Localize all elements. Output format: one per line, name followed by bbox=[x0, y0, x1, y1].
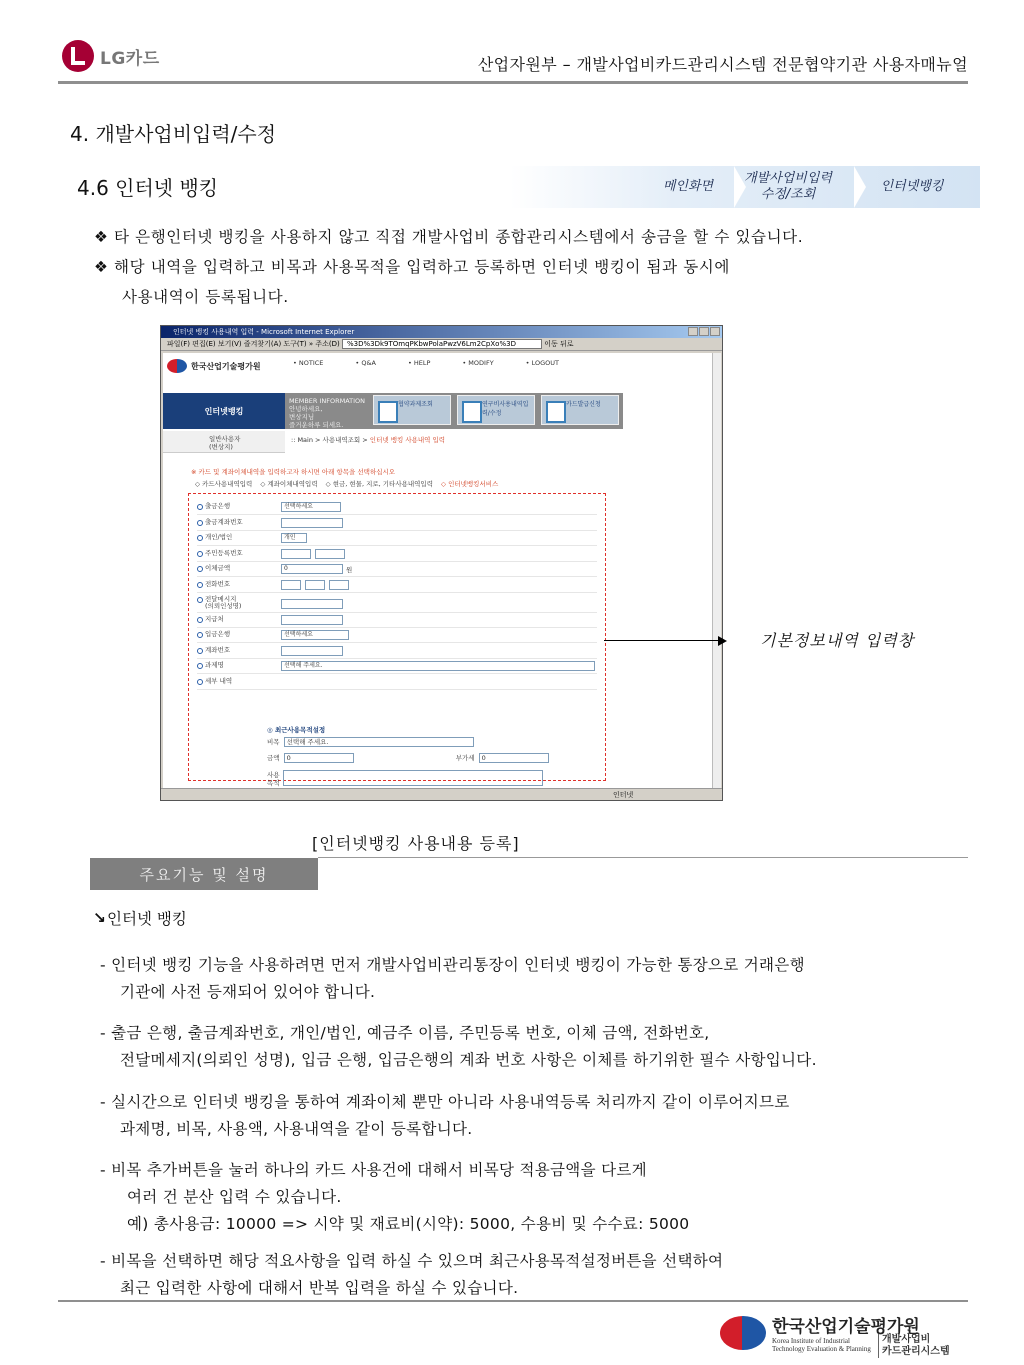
minimize-icon bbox=[688, 327, 698, 336]
won-unit: 원 bbox=[346, 566, 353, 574]
form-label: 주민등록번호 bbox=[197, 550, 243, 557]
form-label: 출금은행 bbox=[197, 503, 230, 510]
form-row bbox=[197, 516, 597, 531]
usage-input-tab: ◇ 계좌이체내역입력 bbox=[260, 480, 318, 488]
page-path bbox=[291, 435, 445, 444]
bullet-2-continued: 사용내역이 등록됩니다. bbox=[122, 288, 289, 306]
purpose-textarea bbox=[283, 770, 543, 786]
close-icon bbox=[710, 327, 720, 336]
vat-label: 부가세 bbox=[455, 754, 475, 762]
browser-titlebar bbox=[161, 326, 722, 338]
description-3: - 실시간으로 인터넷 뱅킹을 통하여 계좌이체 뿐만 아니라 사용내역등록 처리까지 같이 이루어지므로 과제명, 비목, 사용액, 사용내역을 같이 등록합니다. bbox=[100, 1093, 790, 1138]
member-welcome: MEMBER INFORMATION 안녕하세요, 변상지님 즐거운하루 되세요. bbox=[289, 397, 366, 429]
footer-org-en-1: Korea Institute of Industrial bbox=[772, 1337, 850, 1345]
internet-banking-screenshot bbox=[160, 325, 723, 801]
form-row bbox=[197, 593, 597, 613]
annotation-arrow-icon bbox=[718, 636, 727, 646]
form-input: 선택하세요 bbox=[281, 630, 349, 640]
lg-logo-icon bbox=[62, 40, 94, 72]
site-nav-item: • HELP bbox=[407, 359, 431, 367]
breadcrumb-item-internet-banking: 인터넷뱅킹 bbox=[880, 179, 944, 194]
usage-input-tab: ◇ 현금, 현물, 지로, 기타사용내역입력 bbox=[325, 480, 433, 488]
form-row bbox=[197, 613, 597, 628]
form-row bbox=[197, 562, 597, 577]
form-label: 지급처 bbox=[197, 616, 224, 623]
internet-banking-heading-text: 인터넷 뱅킹 bbox=[107, 910, 187, 928]
breadcrumb bbox=[510, 166, 980, 208]
form-input: 개인 bbox=[281, 533, 307, 543]
site-nav-item: • LOGOUT bbox=[525, 359, 559, 367]
form-input bbox=[329, 580, 349, 590]
quick-menu-tiles bbox=[373, 395, 619, 425]
description-2: - 출금 은행, 출금계좌번호, 개인/법인, 예금주 이름, 주민등록 번호, 이체 금액, 전화번호, 전달메세지(의뢰인 성명), 입금 은행, 입금은행의 계좌 번호 사항은 이체를 하기위한 필수 사항입니다. bbox=[100, 1024, 817, 1069]
internet-banking-heading bbox=[93, 907, 187, 929]
form-input bbox=[281, 599, 343, 609]
form-label: 출금계좌번호 bbox=[197, 519, 243, 526]
functions-divider bbox=[318, 857, 968, 858]
form-label: 개인/법인 bbox=[197, 534, 232, 541]
footer-org-name: 한국산업기술평가원 bbox=[772, 1317, 920, 1337]
section-internet-banking: 인터넷뱅킹 bbox=[163, 393, 285, 429]
kitep-logo-icon bbox=[167, 359, 187, 373]
input-guide-warning: ※ 카드 및 계좌이체내역을 입력하고자 하시면 아래 항목을 선택하십시오 bbox=[191, 468, 396, 476]
bimok-row bbox=[267, 737, 474, 747]
arrow-bullet-icon: ↘ bbox=[93, 909, 106, 927]
footer-system-name: 개발사업비 카드관리시스템 bbox=[878, 1334, 950, 1358]
form-row bbox=[197, 531, 597, 546]
form-row bbox=[197, 547, 597, 562]
address-bar: %3D%3Dk9TOmqPKbwPolaPwzV6Lm2CpXo%3D bbox=[342, 339, 542, 349]
functions-tab: 주요기능 및 설명 bbox=[90, 858, 318, 890]
site-nav-item: • Q&A bbox=[355, 359, 376, 367]
site-nav-item: • MODIFY bbox=[462, 359, 494, 367]
footer-divider bbox=[58, 1300, 968, 1302]
form-label: 이체금액 bbox=[197, 565, 230, 572]
path-current: 인터넷 뱅킹 사용내역 입력 bbox=[369, 436, 446, 444]
footer-org-en-2: Technology Evaluation & Planning bbox=[772, 1345, 871, 1353]
site-name: 한국산업기술평가원 bbox=[191, 361, 261, 371]
bullet-1: ❖ 타 은행인터넷 뱅킹을 사용하지 않고 직접 개발사업비 종합관리시스템에서 송금을 할 수 있습니다. bbox=[94, 228, 804, 246]
form-label: 계좌번호 bbox=[197, 647, 230, 654]
form-input: 선택하세요 bbox=[281, 502, 341, 512]
browser-scrollbar bbox=[712, 353, 721, 789]
form-label: 전화번호 bbox=[197, 581, 230, 588]
bullet-2: ❖ 해당 내역을 입력하고 비목과 사용목적을 입력하고 등록하면 인터넷 뱅킹이 됨과 동시에 bbox=[94, 258, 730, 276]
quick-menu-tile: 연구비사용내역입력/수정 bbox=[457, 395, 535, 425]
usage-input-tabs bbox=[195, 479, 498, 488]
window-controls bbox=[688, 327, 720, 336]
usage-input-tab: ◇ 인터넷뱅킹서비스 bbox=[441, 480, 499, 488]
usage-input-tab: ◇ 카드사용내역입력 bbox=[195, 480, 253, 488]
web-page bbox=[163, 353, 713, 789]
form-row bbox=[197, 500, 597, 515]
amount-row bbox=[267, 753, 549, 763]
user-info: 일반사용자 (변상지) bbox=[163, 431, 285, 453]
go-button: 이동 bbox=[544, 340, 558, 348]
kitep-logo-icon bbox=[720, 1316, 766, 1350]
form-row bbox=[197, 578, 597, 593]
purpose-label: 사용 목적 bbox=[267, 771, 280, 787]
maximize-icon bbox=[699, 327, 709, 336]
form-input bbox=[281, 518, 343, 528]
site-top-nav bbox=[293, 359, 559, 367]
bimok-select: 선택해 주세요. bbox=[284, 737, 474, 747]
form-row bbox=[197, 628, 597, 643]
status-zone: 인터넷 bbox=[613, 791, 634, 799]
lg-card-logo bbox=[62, 40, 160, 72]
path-prefix: :: Main > 사용내역조회 > bbox=[291, 436, 370, 444]
bimok-label: 비목 bbox=[267, 738, 280, 746]
description-5: - 비목을 선택하면 해당 적요사항을 입력 하실 수 있으며 최근사용목적설정버튼을 선택하여 최근 입력한 사항에 대해서 반복 입력을 하실 수 있습니다. bbox=[100, 1252, 724, 1297]
header-divider bbox=[58, 81, 968, 84]
browser-menubar bbox=[161, 338, 722, 351]
form-row bbox=[197, 659, 597, 674]
form-input bbox=[281, 549, 311, 559]
form-input bbox=[281, 615, 343, 625]
page-header bbox=[58, 36, 968, 86]
form-input bbox=[281, 580, 301, 590]
form-row bbox=[197, 644, 597, 659]
annotation-arrow-line bbox=[604, 640, 722, 641]
form-label: 입금은행 bbox=[197, 631, 230, 638]
figure-caption: [인터넷뱅킹 사용내용 등록] bbox=[312, 834, 520, 853]
amount-label: 금액 bbox=[267, 754, 280, 762]
amount-input: 0 bbox=[284, 753, 354, 763]
annotation-label: 기본정보내역 입력창 bbox=[760, 631, 915, 650]
intro-bullets bbox=[94, 222, 803, 312]
site-logo bbox=[167, 359, 261, 373]
form-input bbox=[305, 580, 325, 590]
browser-statusbar bbox=[161, 788, 722, 800]
site-nav-item: • NOTICE bbox=[293, 359, 324, 367]
quick-menu-tile: 카드발급신청 bbox=[541, 395, 619, 425]
form-input bbox=[315, 549, 345, 559]
quick-menu-tile: 협약과제조회 bbox=[373, 395, 451, 425]
subsection-title: 4.6 인터넷 뱅킹 bbox=[77, 176, 219, 200]
browser-menu: 파일(F) 편집(E) 보기(V) 즐겨찾기(A) 도구(T) » 주소(D) bbox=[167, 340, 340, 348]
description-1: - 인터넷 뱅킹 기능을 사용하려면 먼저 개발사업비관리통장이 인터넷 뱅킹이 가능한 통장으로 거래은행 기관에 사전 등재되어 있어야 합니다. bbox=[100, 956, 805, 1001]
breadcrumb-item-edit: 개발사업비입력 수정/조회 bbox=[744, 171, 832, 202]
browser-window-title: 인터넷 뱅킹 사용내역 입력 - Microsoft Internet Explorer bbox=[173, 328, 355, 336]
header-title: 산업자원부 – 개발사업비카드관리시스템 전문협약기관 사용자매뉴얼 bbox=[477, 55, 968, 74]
form-input bbox=[281, 646, 343, 656]
back-button: 뒤로 bbox=[560, 340, 574, 348]
section-title: 4. 개발사업비입력/수정 bbox=[70, 122, 277, 146]
recent-purpose-setting: ◎ 최근사용목적설정 bbox=[267, 726, 326, 734]
description-4: - 비목 추가버튼을 눌러 하나의 카드 사용건에 대해서 비목당 적용금액을 다르게 여러 건 분산 입력 수 있습니다. 예) 총사용금: 10000 => 시약 및 재료비(시약): 5000, 수용비 및 수수료: 5000 bbox=[100, 1161, 690, 1233]
form-label: 전달메시지 (의뢰인성명) bbox=[197, 596, 241, 610]
form-label: 세부 내역 bbox=[197, 678, 232, 685]
form-label: 과제명 bbox=[197, 662, 224, 669]
form-input: 선택해 주세요. bbox=[281, 661, 595, 671]
breadcrumb-item-main: 메인화면 bbox=[662, 179, 714, 194]
lg-logo-text: LG카드 bbox=[100, 48, 160, 69]
form-input: 0 bbox=[281, 564, 343, 574]
vat-input: 0 bbox=[479, 753, 549, 763]
form-row bbox=[197, 675, 597, 690]
